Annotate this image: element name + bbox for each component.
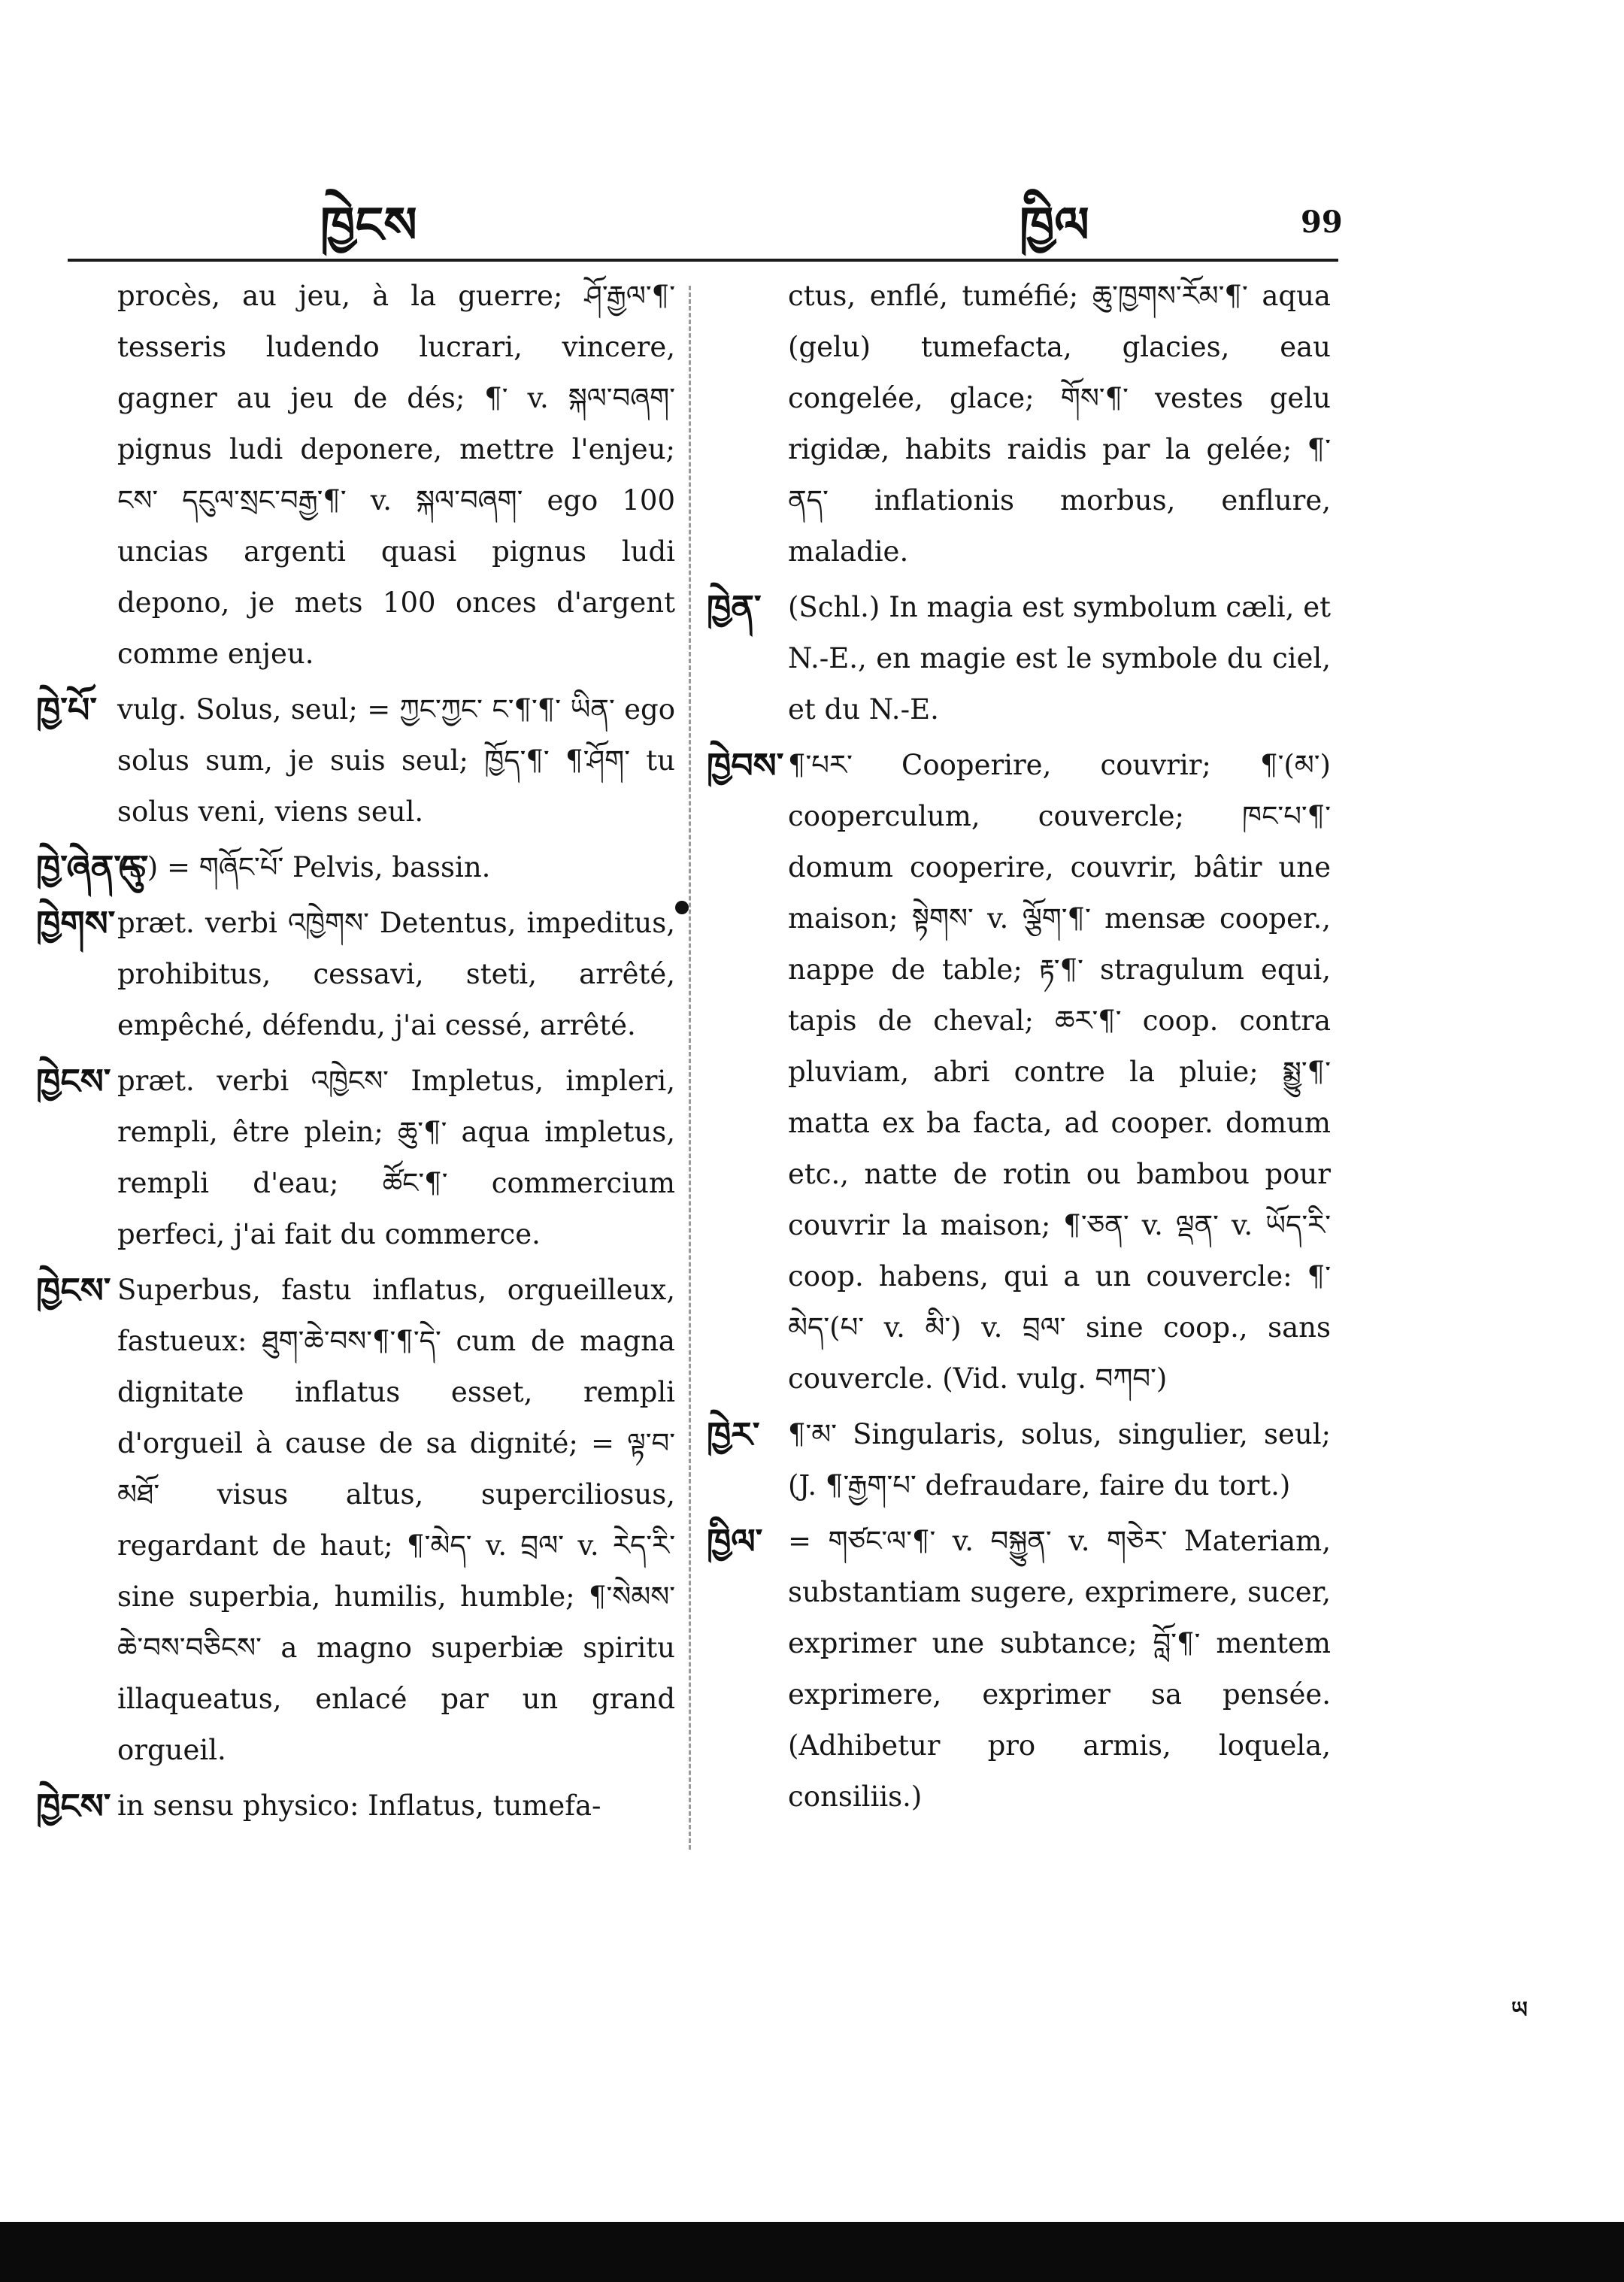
entry-text: præt. verbi འཁྱེངས་ Impletus, impleri, rempli, être plein; ཆུ་¶་ aqua impletus, rempli d'eau; ཚོང་¶་ commercium perfeci, j'ai fait du commerce. bbox=[117, 1065, 675, 1250]
entry-text: ctus, enflé, tuméfié; ཆུ་ཁྱགས་རོམ་¶་ aqua (gelu) tumefacta, glacies, eau congelée, glace; གོས་¶་ vestes gelu rigidæ, habits raidis par la gelée; ¶་ནད་ inflationis morbus, enflure, maladie. bbox=[788, 280, 1331, 568]
entry-text: (Schl.) In magia est symbolum cæli, et N.-E., en magie est le symbole du ciel, et du N.-E. bbox=[788, 591, 1331, 726]
entry-headword: ཁྱེ་པོ་ bbox=[36, 689, 98, 730]
entry-headword: ཁྱེར་ bbox=[707, 1414, 760, 1455]
dictionary-entry bbox=[36, 898, 675, 1051]
dictionary-entry bbox=[36, 271, 675, 680]
margin-dot bbox=[675, 901, 689, 914]
dictionary-entry bbox=[36, 1056, 675, 1260]
entry-text: procès, au jeu, à la guerre; ཤོ་རྒྱལ་¶་ tesseris ludendo lucrari, vincere, gagner au jeu de dés; ¶་ v. སྐལ་བཞག་ pignus ludi deponere, mettre l'enjeu; ངས་ དངུལ་སྲང་བརྒྱ་¶་ v. སྐལ་བཞག་ ego 100 uncias argenti quasi pignus ludi depono, je mets 100 onces d'argent comme enjeu. bbox=[117, 280, 675, 670]
entry-headword: ཁྱེངས་ bbox=[36, 1061, 111, 1102]
entry-text: = གཙང་ལ་¶་ v. བསྐྱུན་ v. གཅེར་ Materiam, substantiam sugere, exprimere, sucer, exprimer une subtance; བློ་¶་ mentem exprimere, exprimer sa pensée. (Adhibetur pro armis, loquela, consiliis.) bbox=[788, 1525, 1331, 1813]
entry-text: vulg. Solus, seul; = ཀྱང་ཀྱང་ ང་¶་¶་ ཡིན་ ego solus sum, je suis seul; ཁྱོད་¶་ ¶་ཤོག་ tu solus veni, viens seul. bbox=[117, 693, 675, 828]
entry-text: ¶་པར་ Cooperire, couvrir; ¶་(མ་) cooperculum, couvercle; ཁང་པ་¶་ domum cooperire, couvrir, bâtir une maison; སྟེགས་ v. ལྕོག་¶་ mensæ cooper., nappe de table; རྟ་¶་ stragulum equi, tapis de cheval; ཆར་¶་ coop. contra pluviam, abri contre la pluie; སྨྱུ་¶་ matta ex ba facta, ad cooper. domum etc., natte de rotin ou bambou pour couvrir la maison; ¶་ཅན་ v. ལྡན་ v. ཡོད་རི་ coop. habens, qui a un couvercle: ¶་མེད་(པ་ v. མི་) v. བྲལ་ sine coop., sans couvercle. (Vid. vulg. བཀབ་) bbox=[788, 749, 1331, 1395]
dictionary-entry bbox=[36, 684, 675, 838]
dictionary-entry bbox=[36, 1780, 675, 1832]
dictionary-entry bbox=[707, 1516, 1331, 1823]
dictionary-entry bbox=[707, 1409, 1331, 1511]
entry-text: Superbus, fastu inflatus, orgueilleux, fastueux: ཐུག་ཆེ་བས་¶་¶་དེ་ cum de magna dignitate inflatus esset, rempli d'orgueil à cause de sa dignité; = ལྟ་བ་མཐོ་ visus altus, superciliosus, regardant de haut; ¶་མེད་ v. བྲལ་ v. རེད་རི་ sine superbia, humilis, humble; ¶་སེམས་ཆེ་བས་བཅིངས་ a magno superbiæ spiritu illaqueatus, enlacé par un grand orgueil. bbox=[117, 1274, 675, 1766]
dictionary-entry bbox=[707, 740, 1331, 1405]
dictionary-entry bbox=[707, 582, 1331, 735]
entry-text: præt. verbi འཁྱེགས་ Detentus, impeditus, prohibitus, cessavi, steti, arrêté, empêché, défendu, j'ai cessé, arrêté. bbox=[117, 907, 675, 1041]
left-column bbox=[36, 271, 675, 1836]
dictionary-entry bbox=[707, 271, 1331, 577]
right-column bbox=[707, 271, 1331, 1827]
dictionary-entry bbox=[36, 842, 675, 893]
entry-headword: ཁྱེངས་ bbox=[36, 1270, 111, 1311]
entry-text: (S) = གཞོང་པོ་ Pelvis, bassin. bbox=[117, 851, 491, 883]
running-head-left: ཁྱེངས bbox=[320, 195, 417, 254]
page-number: 99 bbox=[1301, 205, 1343, 240]
margin-mark: ཡ bbox=[1511, 1997, 1528, 2023]
entry-headword: ཁྱེ་ཞེན་དུ་ bbox=[36, 847, 149, 888]
dictionary-entry bbox=[36, 1265, 675, 1776]
column-divider bbox=[689, 286, 691, 1850]
scan-border bbox=[0, 2222, 1624, 2282]
running-head-right: ཁྱིལ bbox=[1020, 195, 1089, 254]
entry-headword: ཁྱེངས་ bbox=[36, 1786, 111, 1826]
entry-headword: ཁྱེགས་ bbox=[36, 903, 116, 944]
entry-headword: ཁྱེབས་ bbox=[707, 745, 784, 786]
entry-text: ¶་མ་ Singularis, solus, singulier, seul; (J. ¶་རྒྱག་པ་ defraudare, faire du tort.) bbox=[788, 1418, 1331, 1502]
entry-headword: ཁྱིལ་ bbox=[707, 1521, 763, 1562]
entry-headword: ཁྱེན་ bbox=[707, 587, 762, 628]
header-rule bbox=[68, 259, 1338, 262]
entry-text: in sensu physico: Inflatus, tumefa- bbox=[117, 1790, 601, 1822]
